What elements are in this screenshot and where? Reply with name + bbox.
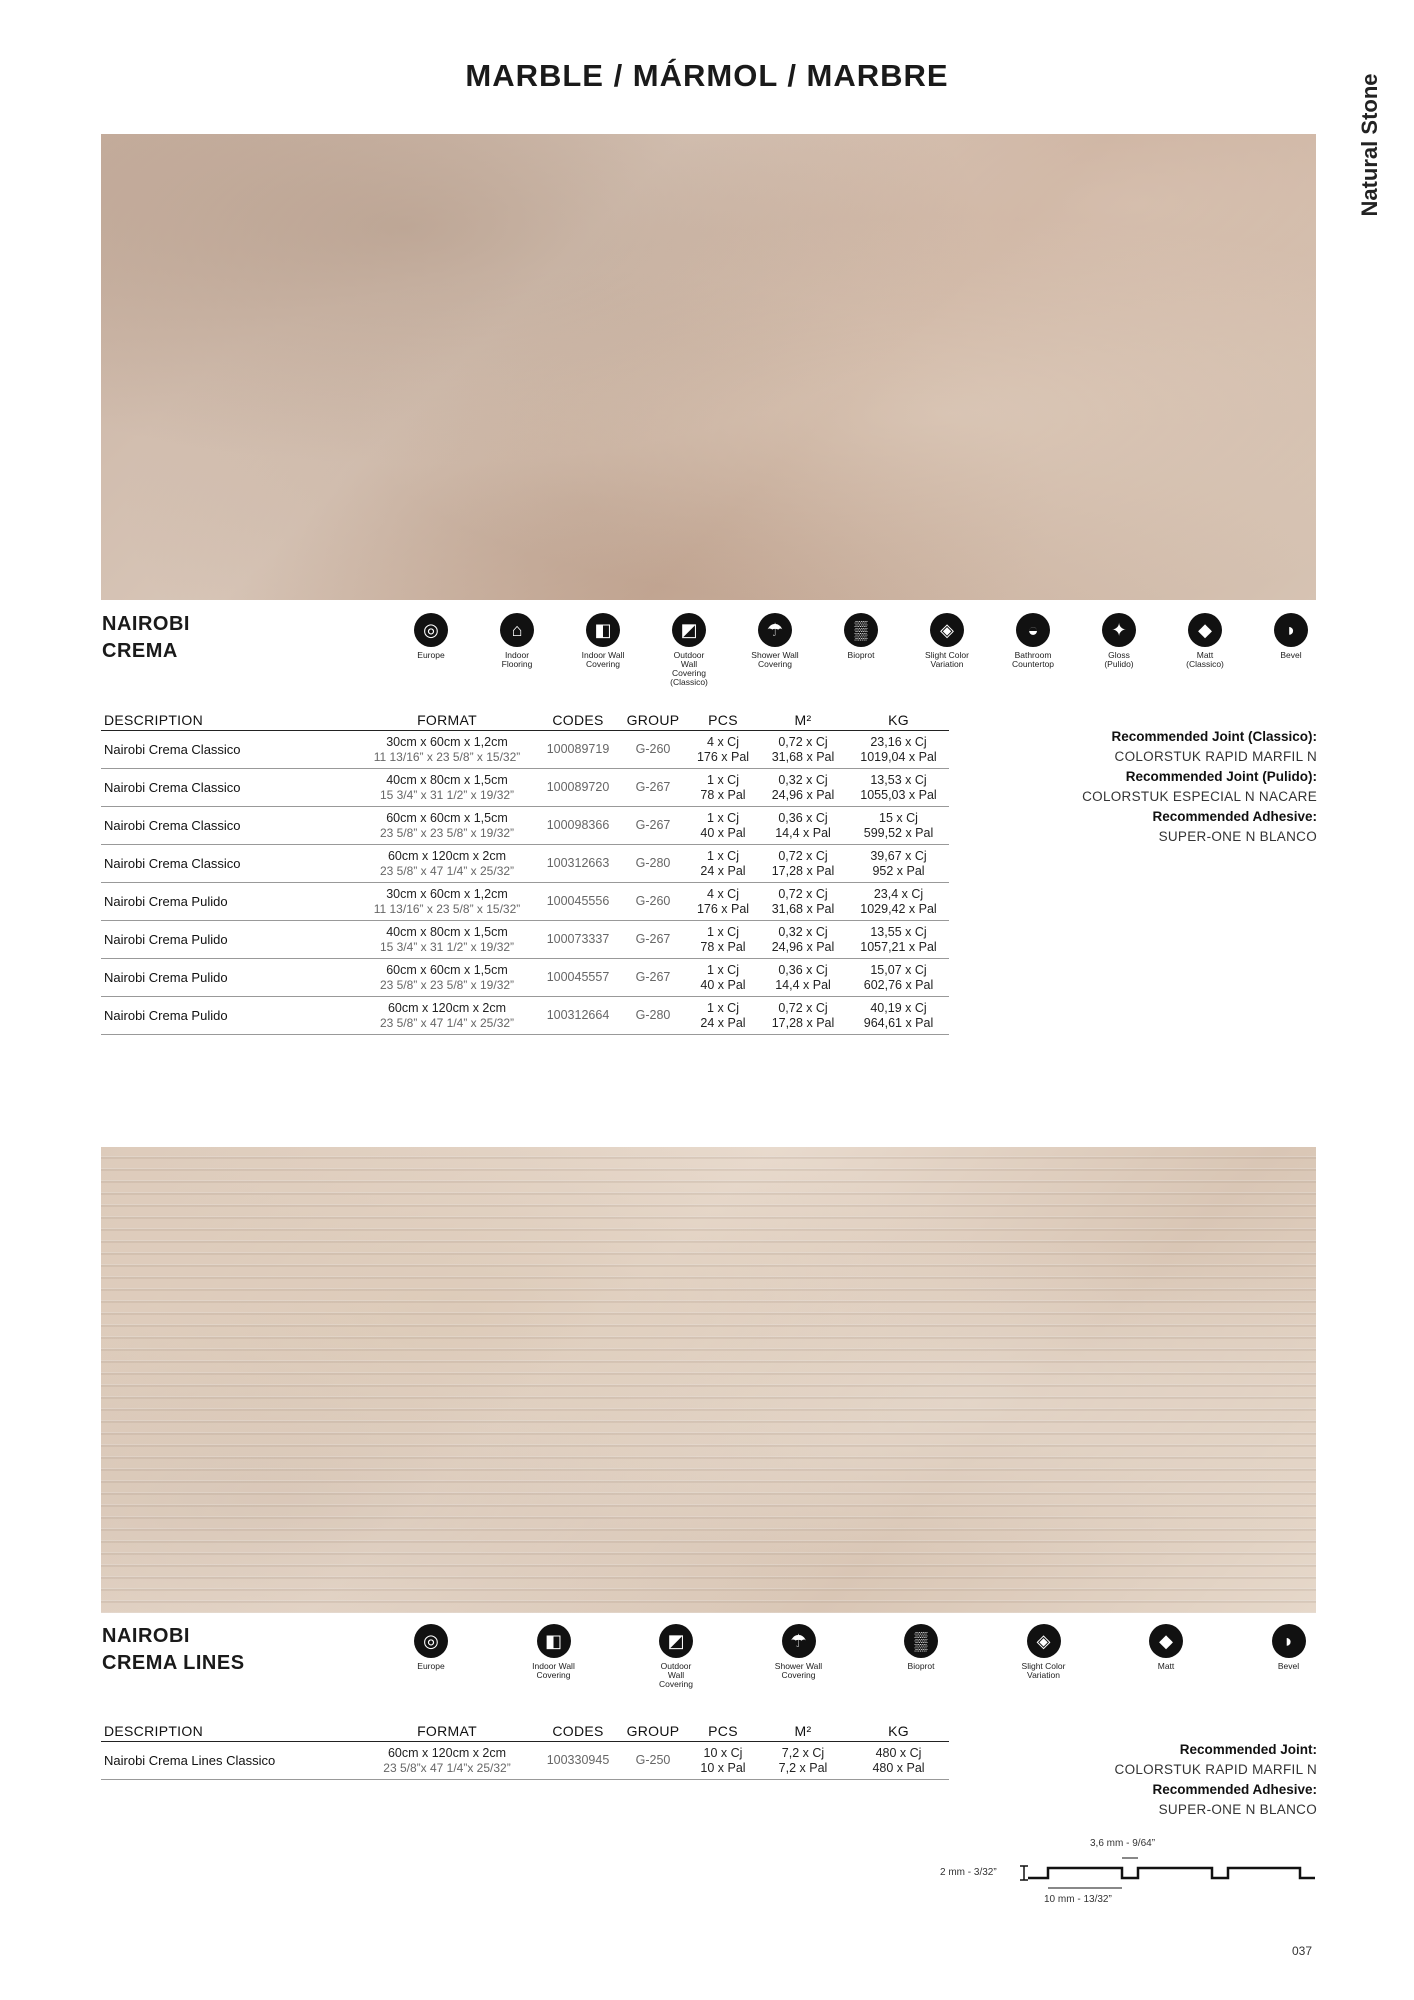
cell-line-2: 964,61 x Pal: [863, 1015, 934, 1030]
icon-glyph: ◒: [1027, 620, 1039, 640]
recommendation-value: SUPER-ONE N BLANCO: [1158, 829, 1317, 844]
cell-line-2: 602,76 x Pal: [863, 977, 934, 992]
cell-line-1: 1 x Cj: [707, 810, 739, 825]
recommendation-value: COLORSTUK RAPID MARFIL N: [1114, 1762, 1317, 1777]
cell-line-2: 24,96 x Pal: [771, 939, 835, 954]
feature-item: [563, 613, 643, 669]
column-header: PCS: [688, 712, 758, 731]
cell-line-2: 11 13/16” x 23 5/8” x 15/32”: [373, 749, 521, 764]
column-header: KG: [848, 1723, 949, 1742]
cell-value: G-267: [635, 780, 671, 794]
feature-label: Matt: [1157, 1661, 1175, 1671]
cell-value: 100330945: [546, 1753, 610, 1767]
recommendation-value: COLORSTUK RAPID MARFIL N: [1114, 749, 1317, 764]
feature-label: Indoor Wall Covering: [532, 1661, 575, 1680]
column-header: GROUP: [618, 1723, 688, 1742]
color-variation-icon: [930, 613, 964, 647]
table-row: [101, 1742, 949, 1780]
cell-line-2: 23 5/8” x 47 1/4” x 25/32”: [379, 863, 515, 878]
icon-glyph: ☂: [766, 620, 784, 640]
bevel-icon: [1274, 613, 1308, 647]
kg-cell: [848, 731, 949, 769]
pcs-cell: [688, 921, 758, 959]
cell-value: G-267: [635, 932, 671, 946]
icon-glyph: ◧: [544, 1631, 562, 1651]
recommendation-value: SUPER-ONE N BLANCO: [1158, 1802, 1317, 1817]
format-cell: [356, 883, 538, 921]
m2-cell: [758, 1742, 848, 1780]
cell-line-2: 480 x Pal: [872, 1760, 925, 1775]
cell-line-1: 15,07 x Cj: [870, 962, 927, 977]
feature-item: [649, 613, 729, 687]
cell-line-2: 1057,21 x Pal: [860, 939, 937, 954]
column-header: CODES: [538, 1723, 618, 1742]
cell-line-1: 480 x Cj: [875, 1745, 922, 1760]
m2-cell: [758, 845, 848, 883]
cell-line-2: 1055,03 x Pal: [860, 787, 937, 802]
cell-line-2: 23 5/8” x 47 1/4” x 25/32”: [379, 1015, 515, 1030]
cell-line-1: 60cm x 120cm x 2cm: [387, 848, 507, 863]
feature-label: Shower Wall Covering: [774, 1661, 823, 1680]
column-header: FORMAT: [356, 1723, 538, 1742]
icon-glyph: ◩: [667, 1631, 685, 1651]
cell-line-1: 40cm x 80cm x 1,5cm: [386, 924, 508, 939]
feature-label: Shower Wall Covering: [751, 650, 799, 669]
pcs-cell: [688, 807, 758, 845]
icon-glyph: ◧: [594, 620, 612, 640]
product-name-line2: CREMA LINES: [102, 1652, 245, 1674]
joint-profile-diagram: [940, 1838, 1320, 1918]
cell-line-1: 0,32 x Cj: [778, 924, 828, 939]
cell-line-2: 31,68 x Pal: [771, 749, 835, 764]
feature-item: [1079, 613, 1159, 669]
cell-line-1: 10 x Cj: [703, 1745, 743, 1760]
cell-line-2: 15 3/4” x 31 1/2” x 19/32”: [379, 939, 515, 954]
kg-cell: [848, 845, 949, 883]
feature-label: Bevel: [1277, 1661, 1300, 1671]
cell-value: G-280: [635, 856, 671, 870]
code-cell: [538, 769, 618, 807]
feature-label: Europe: [417, 650, 445, 660]
pcs-cell: [688, 731, 758, 769]
cell-line-1: 39,67 x Cj: [870, 848, 927, 863]
m2-cell: [758, 769, 848, 807]
outdoor-wall-icon: [672, 613, 706, 647]
indoor-wall-icon: [537, 1624, 571, 1658]
cell-line-1: 1 x Cj: [707, 1000, 739, 1015]
cell-line-1: 60cm x 120cm x 2cm: [387, 1745, 507, 1760]
cell-line-1: 60cm x 60cm x 1,5cm: [386, 810, 508, 825]
cell-value: G-250: [635, 1753, 671, 1767]
format-cell: [356, 731, 538, 769]
icon-glyph: ▒: [854, 620, 868, 640]
cell-value: 100312664: [546, 1008, 610, 1022]
gloss-icon: [1102, 613, 1136, 647]
feature-item: [1249, 1624, 1329, 1671]
code-cell: [538, 997, 618, 1035]
m2-cell: [758, 883, 848, 921]
feature-item: [391, 1624, 471, 1671]
feature-label: Slight Color Variation: [1021, 1661, 1066, 1680]
color-variation-icon: [1027, 1624, 1061, 1658]
column-header: M²: [758, 1723, 848, 1742]
m2-cell: [758, 959, 848, 997]
description-cell: Nairobi Crema Classico: [101, 807, 356, 845]
shower-icon: [782, 1624, 816, 1658]
cell-line-1: 1 x Cj: [707, 772, 739, 787]
pcs-cell: [688, 997, 758, 1035]
column-header: GROUP: [618, 712, 688, 731]
description-cell: Nairobi Crema Classico: [101, 769, 356, 807]
cell-line-2: 14,4 x Pal: [775, 825, 831, 840]
cell-line-1: 30cm x 60cm x 1,2cm: [386, 886, 508, 901]
cell-line-1: 23,4 x Cj: [873, 886, 924, 901]
cell-line-2: 11 13/16” x 23 5/8” x 15/32”: [373, 901, 521, 916]
code-cell: [538, 883, 618, 921]
bioprot-icon: [844, 613, 878, 647]
feature-item: [1126, 1624, 1206, 1671]
cell-line-1: 23,16 x Cj: [870, 734, 927, 749]
cell-value: G-280: [635, 1008, 671, 1022]
description-cell: Nairobi Crema Lines Classico: [101, 1742, 356, 1780]
feature-label: Gloss (Pulido): [1104, 650, 1134, 669]
cell-line-2: 31,68 x Pal: [771, 901, 835, 916]
cell-line-2: 24,96 x Pal: [771, 787, 835, 802]
recommendation-value: COLORSTUK ESPECIAL N NACARE: [1082, 789, 1317, 804]
table-row: [101, 845, 949, 883]
feature-item: [1004, 1624, 1084, 1680]
cell-line-2: 23 5/8” x 23 5/8” x 19/32”: [379, 977, 515, 992]
product-name-line2: CREMA: [102, 640, 178, 662]
cell-line-2: 24 x Pal: [700, 863, 746, 878]
icon-glyph: ☂: [790, 1631, 807, 1651]
indoor-flooring-icon: [500, 613, 534, 647]
cell-line-1: 0,72 x Cj: [778, 848, 828, 863]
code-cell: [538, 921, 618, 959]
cell-line-2: 1029,42 x Pal: [860, 901, 937, 916]
cell-line-1: 30cm x 60cm x 1,2cm: [386, 734, 508, 749]
icon-glyph: ✦: [1111, 620, 1127, 640]
cell-value: 100045557: [546, 970, 610, 984]
feature-item: [1251, 613, 1331, 660]
cell-value: G-267: [635, 818, 671, 832]
table-body: [101, 731, 949, 1035]
side-label-text: Natural Stone: [1357, 73, 1382, 217]
pcs-cell: [688, 883, 758, 921]
group-cell: [618, 769, 688, 807]
product-name: [102, 1623, 245, 1677]
pcs-cell: [688, 1742, 758, 1780]
product-photo-nairobi-crema-lines: [101, 1147, 1316, 1613]
description-cell: Nairobi Crema Classico: [101, 731, 356, 769]
profile-line: [1028, 1868, 1315, 1878]
spec-table: [101, 712, 949, 1035]
feature-label: Bevel: [1280, 650, 1302, 660]
cell-value: 100098366: [546, 818, 610, 832]
icon-glyph: ⌂: [511, 620, 523, 640]
column-header: KG: [848, 712, 949, 731]
column-header: DESCRIPTION: [101, 712, 356, 731]
product-photo-nairobi-crema: [101, 134, 1316, 600]
description-cell: Nairobi Crema Pulido: [101, 883, 356, 921]
table-body: [101, 1742, 949, 1780]
feature-label: Outdoor Wall Covering: [658, 1661, 694, 1689]
cell-line-2: 23 5/8” x 23 5/8” x 19/32”: [379, 825, 515, 840]
profile-bottom-label: 10 mm - 13/32”: [1044, 1894, 1112, 1905]
code-cell: [538, 807, 618, 845]
cell-value: 100089720: [546, 780, 610, 794]
recommendation-heading: Recommended Joint (Pulido):: [1125, 769, 1317, 784]
cell-line-2: 40 x Pal: [700, 825, 746, 840]
recommendation-heading: Recommended Joint (Classico):: [1111, 729, 1317, 744]
feature-item: [735, 613, 815, 669]
feature-item: [514, 1624, 594, 1680]
indoor-wall-icon: [586, 613, 620, 647]
format-cell: [356, 807, 538, 845]
icon-glyph: ◆: [1198, 620, 1212, 640]
feature-item: [881, 1624, 961, 1671]
section-side-label: [1350, 60, 1390, 230]
format-cell: [356, 921, 538, 959]
feature-item: [907, 613, 987, 669]
bevel-icon: [1272, 1624, 1306, 1658]
kg-cell: [848, 959, 949, 997]
countertop-icon: [1016, 613, 1050, 647]
description-cell: Nairobi Crema Pulido: [101, 921, 356, 959]
code-cell: [538, 1742, 618, 1780]
table-row: [101, 807, 949, 845]
group-cell: [618, 807, 688, 845]
globe-icon: [414, 1624, 448, 1658]
m2-cell: [758, 731, 848, 769]
icon-glyph: ◎: [423, 620, 439, 640]
pcs-cell: [688, 959, 758, 997]
description-cell: Nairobi Crema Pulido: [101, 997, 356, 1035]
icon-glyph: ◗: [1283, 1631, 1294, 1651]
feature-label: Bathroom Countertop: [1011, 650, 1055, 669]
icon-glyph: ◆: [1159, 1631, 1173, 1651]
feature-label: Outdoor Wall Covering (Classico): [670, 650, 708, 687]
cell-line-1: 1 x Cj: [707, 924, 739, 939]
recommendation-heading: Recommended Adhesive:: [1152, 809, 1317, 824]
pcs-cell: [688, 769, 758, 807]
spec-table: [101, 1723, 949, 1780]
page-title: MARBLE / MÁRMOL / MARBRE: [465, 58, 949, 93]
cell-line-2: 17,28 x Pal: [771, 1015, 835, 1030]
feature-label: Bioprot: [847, 650, 875, 660]
kg-cell: [848, 997, 949, 1035]
column-header: M²: [758, 712, 848, 731]
feature-item: [993, 613, 1073, 669]
cell-line-1: 0,72 x Cj: [778, 734, 828, 749]
cell-line-1: 13,53 x Cj: [870, 772, 927, 787]
group-cell: [618, 845, 688, 883]
cell-line-2: 176 x Pal: [696, 749, 750, 764]
cell-line-1: 1 x Cj: [707, 848, 739, 863]
icon-glyph: ◗: [1285, 620, 1297, 640]
icon-glyph: ◩: [680, 620, 698, 640]
feature-label: Europe: [417, 1661, 445, 1671]
feature-label: Matt (Classico): [1186, 650, 1224, 669]
m2-cell: [758, 921, 848, 959]
group-cell: [618, 1742, 688, 1780]
table-row: [101, 731, 949, 769]
page-number: 037: [1292, 1944, 1313, 1958]
feature-item: [759, 1624, 839, 1680]
kg-cell: [848, 769, 949, 807]
product-name-line1: NAIROBI: [102, 1625, 190, 1647]
cell-line-1: 0,32 x Cj: [778, 772, 828, 787]
cell-value: 100073337: [546, 932, 610, 946]
globe-icon: [414, 613, 448, 647]
cell-line-2: 7,2 x Pal: [778, 1760, 828, 1775]
feature-label: Indoor Wall Covering: [581, 650, 625, 669]
cell-value: 100045556: [546, 894, 610, 908]
table-header-row: [101, 1723, 949, 1742]
column-header: DESCRIPTION: [101, 1723, 356, 1742]
matt-icon: [1149, 1624, 1183, 1658]
feature-label: Bioprot: [907, 1661, 935, 1671]
cell-line-2: 78 x Pal: [700, 787, 746, 802]
cell-line-1: 7,2 x Cj: [781, 1745, 825, 1760]
group-cell: [618, 959, 688, 997]
m2-cell: [758, 997, 848, 1035]
feature-item: [477, 613, 557, 669]
table-row: [101, 883, 949, 921]
shower-icon: [758, 613, 792, 647]
feature-item: [391, 613, 471, 660]
product-name-line1: NAIROBI: [102, 613, 190, 635]
outdoor-wall-icon: [659, 1624, 693, 1658]
table-header-row: [101, 712, 949, 731]
description-cell: Nairobi Crema Classico: [101, 845, 356, 883]
format-cell: [356, 959, 538, 997]
feature-item: [1165, 613, 1245, 669]
cell-line-1: 4 x Cj: [707, 734, 739, 749]
format-cell: [356, 845, 538, 883]
cell-value: G-260: [635, 894, 671, 908]
cell-line-1: 60cm x 60cm x 1,5cm: [386, 962, 508, 977]
kg-cell: [848, 1742, 949, 1780]
bioprot-icon: [904, 1624, 938, 1658]
matt-icon: [1188, 613, 1222, 647]
cell-line-2: 1019,04 x Pal: [860, 749, 937, 764]
group-cell: [618, 997, 688, 1035]
cell-line-1: 1 x Cj: [707, 962, 739, 977]
column-header: CODES: [538, 712, 618, 731]
code-cell: [538, 845, 618, 883]
cell-line-2: 176 x Pal: [696, 901, 750, 916]
cell-line-1: 13,55 x Cj: [870, 924, 927, 939]
column-header: PCS: [688, 1723, 758, 1742]
feature-label: Indoor Flooring: [501, 650, 533, 669]
profile-drawing: [940, 1838, 1320, 1918]
feature-item: [821, 613, 901, 660]
feature-item: [636, 1624, 716, 1689]
m2-cell: [758, 807, 848, 845]
recommendation-heading: Recommended Joint:: [1179, 1742, 1317, 1757]
icon-glyph: ◈: [940, 620, 954, 640]
cell-line-1: 0,72 x Cj: [778, 886, 828, 901]
cell-line-1: 40cm x 80cm x 1,5cm: [386, 772, 508, 787]
recommendation-heading: Recommended Adhesive:: [1152, 1782, 1317, 1797]
cell-line-2: 24 x Pal: [700, 1015, 746, 1030]
product-name: [102, 611, 190, 665]
cell-line-1: 0,36 x Cj: [778, 962, 828, 977]
column-header: FORMAT: [356, 712, 538, 731]
group-cell: [618, 883, 688, 921]
recommendations: [1030, 1740, 1317, 1820]
kg-cell: [848, 921, 949, 959]
cell-line-1: 0,72 x Cj: [778, 1000, 828, 1015]
cell-line-2: 952 x Pal: [872, 863, 925, 878]
code-cell: [538, 731, 618, 769]
cell-line-2: 10 x Pal: [700, 1760, 746, 1775]
kg-cell: [848, 807, 949, 845]
pcs-cell: [688, 845, 758, 883]
cell-line-2: 14,4 x Pal: [775, 977, 831, 992]
cell-value: 100089719: [546, 742, 610, 756]
cell-line-2: 78 x Pal: [700, 939, 746, 954]
format-cell: [356, 997, 538, 1035]
cell-line-1: 0,36 x Cj: [778, 810, 828, 825]
cell-value: G-260: [635, 742, 671, 756]
cell-value: G-267: [635, 970, 671, 984]
cell-line-2: 15 3/4” x 31 1/2” x 19/32”: [379, 787, 515, 802]
icon-glyph: ◎: [423, 1631, 439, 1651]
description-cell: Nairobi Crema Pulido: [101, 959, 356, 997]
recommendations: [1030, 727, 1317, 847]
profile-left-label: 2 mm - 3/32”: [940, 1867, 997, 1878]
table-row: [101, 959, 949, 997]
cell-line-1: 40,19 x Cj: [870, 1000, 927, 1015]
code-cell: [538, 959, 618, 997]
cell-line-2: 23 5/8”x 47 1/4”x 25/32”: [383, 1760, 511, 1775]
profile-top-label: 3,6 mm - 9/64”: [1090, 1838, 1156, 1849]
kg-cell: [848, 883, 949, 921]
table-row: [101, 769, 949, 807]
group-cell: [618, 731, 688, 769]
format-cell: [356, 1742, 538, 1780]
cell-line-1: 15 x Cj: [879, 810, 918, 825]
cell-line-1: 60cm x 120cm x 2cm: [387, 1000, 507, 1015]
cell-line-2: 40 x Pal: [700, 977, 746, 992]
cell-value: 100312663: [546, 856, 610, 870]
cell-line-2: 599,52 x Pal: [863, 825, 934, 840]
cell-line-2: 17,28 x Pal: [771, 863, 835, 878]
feature-label: Slight Color Variation: [925, 650, 969, 669]
icon-glyph: ◈: [1036, 1631, 1051, 1651]
format-cell: [356, 769, 538, 807]
table-row: [101, 997, 949, 1035]
icon-glyph: ▒: [914, 1631, 928, 1651]
table-row: [101, 921, 949, 959]
group-cell: [618, 921, 688, 959]
cell-line-1: 4 x Cj: [707, 886, 739, 901]
